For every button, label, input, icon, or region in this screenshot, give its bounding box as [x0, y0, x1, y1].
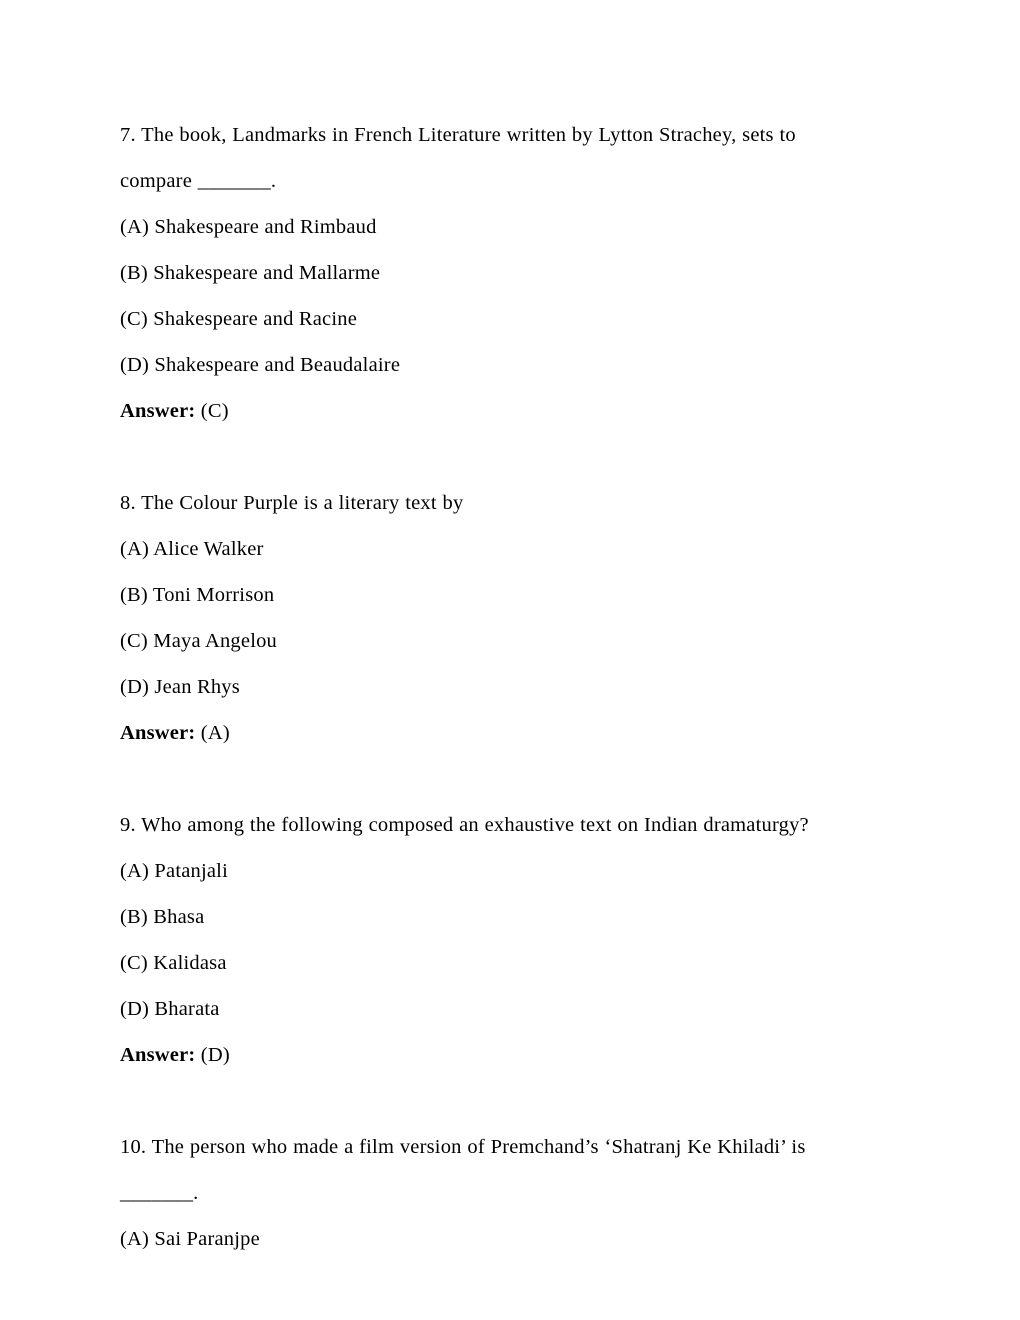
answer-line-7 [120, 388, 860, 434]
question-7-option-a[interactable]: (A) Shakespeare and Rimbaud [120, 216, 377, 238]
document-body [120, 112, 860, 1262]
question-block-7 [120, 112, 860, 434]
question-stem-7: 7. The book, Landmarks in French Literature written by Lytton Strachey, sets to compare _______. [120, 124, 796, 192]
question-8-option-a[interactable]: (A) Alice Walker [120, 538, 264, 560]
question-block-9 [120, 802, 860, 1078]
question-block-8 [120, 480, 860, 756]
answer-label-9: Answer: [120, 1044, 201, 1066]
question-stem-10: 10. The person who made a film version of Premchand’s ‘Shatranj Ke Khiladi’ is _______. [120, 1136, 806, 1204]
question-8-option-d[interactable]: (D) Jean Rhys [120, 676, 240, 698]
question-8-option-b[interactable]: (B) Toni Morrison [120, 584, 275, 606]
question-stem-8: 8. The Colour Purple is a literary text by [120, 492, 464, 514]
answer-label-8: Answer: [120, 722, 201, 744]
answer-value-8: (A) [200, 722, 230, 744]
answer-line-9 [120, 1032, 860, 1078]
question-9-option-c[interactable]: (C) Kalidasa [120, 952, 227, 974]
question-9-option-d[interactable]: (D) Bharata [120, 998, 220, 1020]
question-8-option-c[interactable]: (C) Maya Angelou [120, 630, 277, 652]
answer-label-7: Answer: [120, 400, 201, 422]
question-9-option-a[interactable]: (A) Patanjali [120, 860, 228, 882]
question-7-option-b[interactable]: (B) Shakespeare and Mallarme [120, 262, 381, 284]
question-block-10 [120, 1124, 860, 1262]
answer-line-8 [120, 710, 860, 756]
answer-value-9: (D) [200, 1044, 230, 1066]
question-7-option-d[interactable]: (D) Shakespeare and Beaudalaire [120, 354, 401, 376]
question-9-option-b[interactable]: (B) Bhasa [120, 906, 205, 928]
question-7-option-c[interactable]: (C) Shakespeare and Racine [120, 308, 357, 330]
answer-value-7: (C) [200, 400, 229, 422]
question-stem-9: 9. Who among the following composed an exhaustive text on Indian dramaturgy? [120, 814, 809, 836]
question-10-option-a[interactable]: (A) Sai Paranjpe [120, 1228, 260, 1250]
